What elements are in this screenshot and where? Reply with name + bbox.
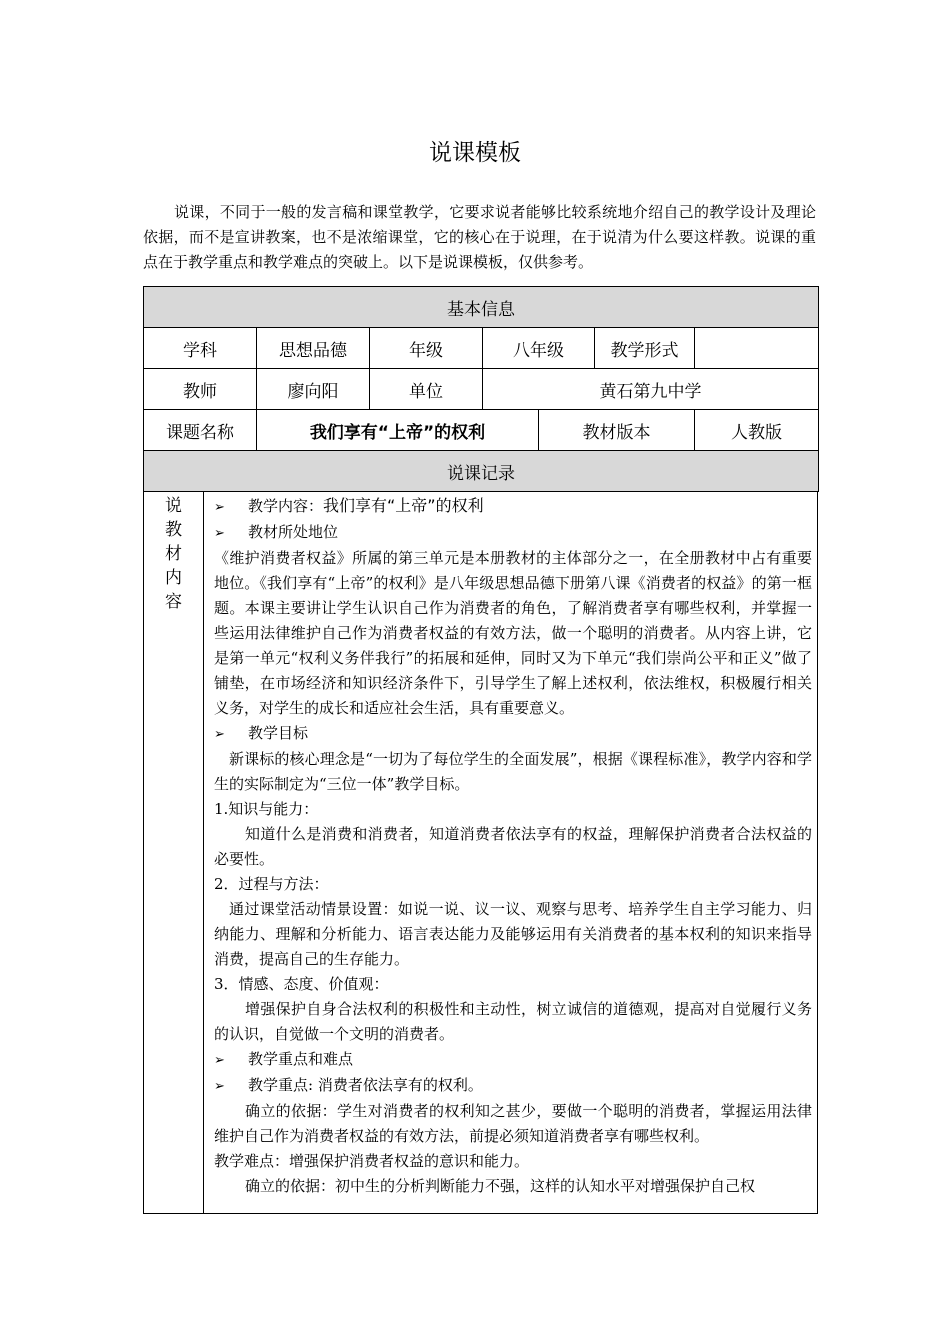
edition-label: 教材版本 <box>539 410 695 451</box>
key-point-heading <box>214 1073 812 1099</box>
goal-intro: 新课标的核心理念是“一切为了每位学生的全面发展”，根据《课程标准》，教学内容和学生的实际制定为“三位一体”教学目标。 <box>214 750 812 793</box>
side-char: 说 <box>165 496 182 516</box>
grade-value: 八年级 <box>483 328 595 369</box>
subject-label: 学科 <box>144 328 257 369</box>
page-title: 说课模板 <box>429 140 521 166</box>
grade-label: 年级 <box>370 328 483 369</box>
topic-label: 课题名称 <box>144 410 257 451</box>
teacher-value: 廖向阳 <box>257 369 370 410</box>
form-label: 教学形式 <box>595 328 695 369</box>
topic-value: 我们享有“上帝”的权利 <box>257 410 539 451</box>
position-text: 《维护消费者权益》所属的第三单元是本册教材的主体部分之一，在全册教材中占有重要地位。《我们享有“上帝”的权利》是八年级思想品德下册第八课《消费者的权益》的第一框题。本课主要讲让学生认识自己作为消费者的角色，了解消费者享有哪些权利，并掌握一些运用法律维护自己作为消费者权益的有效方法，做一个聪明的消费者。从内容上讲，它是第一单元“权利义务伴我行”的拓展和延伸，同时又为下单元“我们崇尚公平和正义”做了铺垫，在市场经济和知识经济条件下，引导学生了解上述权利，依法维权，积极履行相关义务，对学生的成长和适应社会生活，具有重要意义。 <box>214 549 812 717</box>
basic-info-table <box>143 286 819 492</box>
unit-value: 黄石第九中学 <box>483 369 819 410</box>
goal-2-label: 2．过程与方法： <box>214 875 329 893</box>
form-value <box>695 328 819 369</box>
record-header: 说课记录 <box>144 451 819 492</box>
record-body <box>214 493 812 1199</box>
record-section <box>143 491 818 1214</box>
teacher-label: 教师 <box>144 369 257 410</box>
arrow-bullet-icon: ➢ <box>214 727 225 742</box>
side-char: 教 <box>165 520 182 540</box>
side-heading <box>144 491 204 1213</box>
side-char: 容 <box>165 592 182 612</box>
goal-label: 教学目标 <box>248 724 309 742</box>
side-char: 材 <box>165 544 182 564</box>
key-point-label: 教学重点: 消费者依法享有的权利。 <box>248 1076 483 1094</box>
goal-2-text: 通过课堂活动情景设置：如说一说、议一议、观察与思考、培养学生自主学习能力、归纳能力、理解和分析能力、语言表达能力及能够运用有关消费者的基本权利的知识来指导消费，提高自己的生存能力。 <box>214 900 812 968</box>
position-label: 教材所处地位 <box>248 523 339 541</box>
side-char: 内 <box>165 568 182 588</box>
goal-3-label: 3．情感、态度、价值观： <box>214 975 389 993</box>
unit-label: 单位 <box>370 369 483 410</box>
arrow-bullet-icon: ➢ <box>214 500 225 515</box>
arrow-bullet-icon: ➢ <box>214 1053 225 1068</box>
content-line <box>214 493 812 520</box>
goal-heading <box>214 721 812 747</box>
content-label: 教学内容： <box>248 497 324 515</box>
intro-paragraph <box>143 200 816 275</box>
goal-1-label: 1.知识与能力： <box>214 800 319 818</box>
difficulty-basis: 确立的依据：初中生的分析判断能力不强，这样的认知水平对增强保护自己权 <box>245 1177 756 1195</box>
intro-text: 说课，不同于一般的发言稿和课堂教学，它要求说者能够比较系统地介绍自己的教学设计及理论依据，而不是宣讲教案，也不是浓缩课堂，它的核心在于说理，在于说清为什么要这样教。说课的重点在于教学重点和教学难点的突破上。以下是说课模板，仅供参考。 <box>143 203 816 271</box>
basic-info-header: 基本信息 <box>144 287 819 328</box>
key-point-basis: 确立的依据：学生对消费者的权利知之甚少，要做一个聪明的消费者，掌握运用法律维护自己作为消费者权益的有效方法，前提必须知道消费者享有哪些权利。 <box>214 1102 812 1145</box>
key-difficulty-heading <box>214 1047 812 1073</box>
goal-3-text: 增强保护自身合法权利的积极性和主动性，树立诚信的道德观，提高对自觉履行义务的认识，自觉做一个文明的消费者。 <box>214 1000 812 1043</box>
key-difficulty-label: 教学重点和难点 <box>248 1050 354 1068</box>
position-heading <box>214 520 812 546</box>
subject-value: 思想品德 <box>257 328 370 369</box>
edition-value: 人教版 <box>695 410 819 451</box>
difficulty-label: 教学难点：增强保护消费者权益的意识和能力。 <box>214 1152 530 1170</box>
goal-1-text: 知道什么是消费和消费者，知道消费者依法享有的权益，理解保护消费者合法权益的必要性。 <box>214 825 812 868</box>
arrow-bullet-icon: ➢ <box>214 1079 225 1094</box>
arrow-bullet-icon: ➢ <box>214 526 225 541</box>
content-value: 我们享有“上帝”的权利 <box>323 496 484 515</box>
